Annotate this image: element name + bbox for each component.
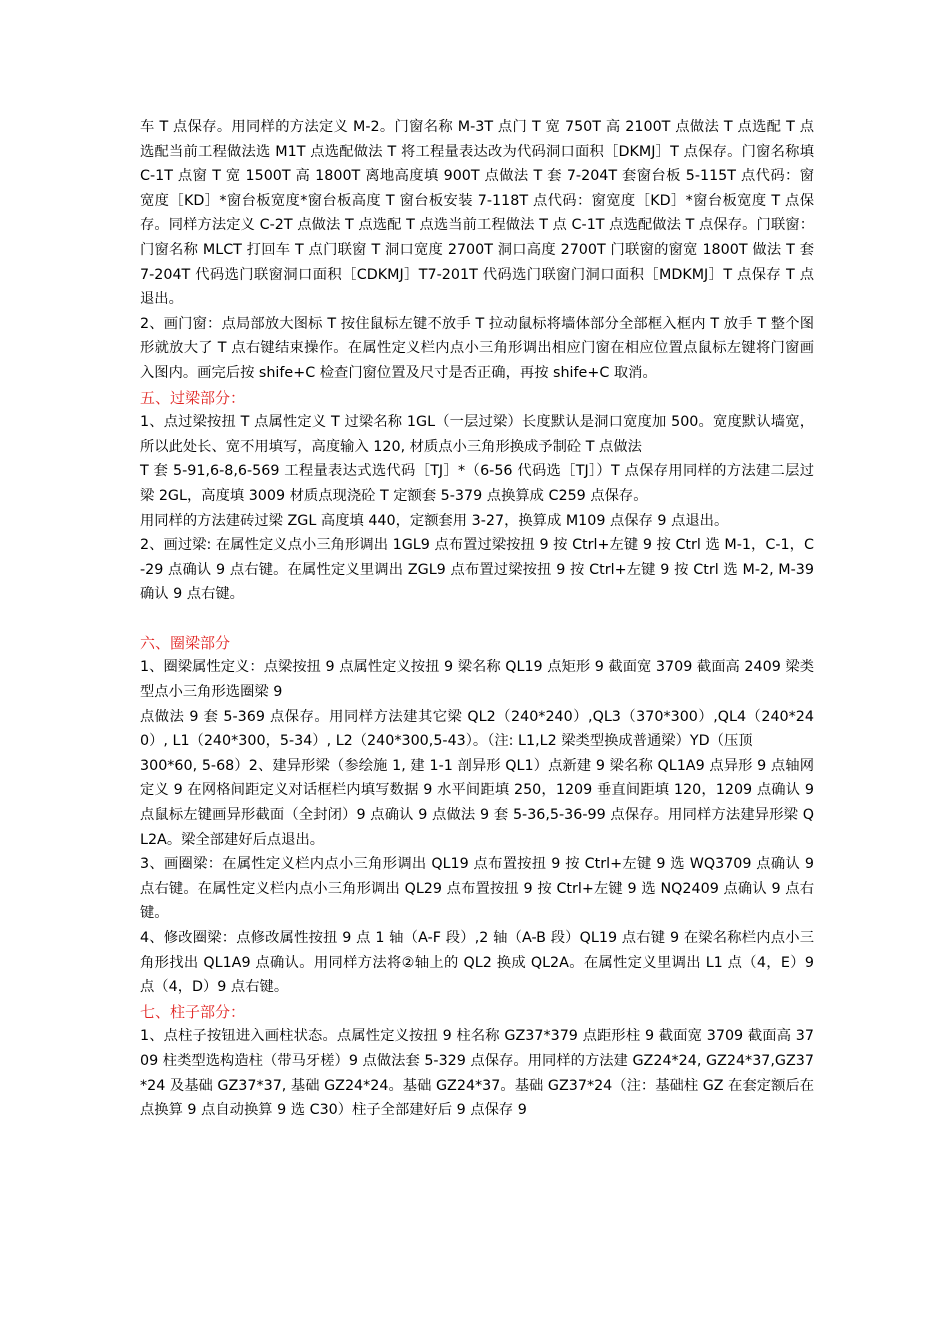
section-heading-column: 七、柱子部分：: [140, 1002, 246, 1021]
paragraph-modify-ring-beam: 4、修改圈梁：点修改属性按扭 9 点 1 轴（A-F 段）,2 轴（A-B 段）QL19 点右键 9 在梁名称栏内点小三角形找出 QL1A9 点确认。用同样方法将②轴上的 QL2 换成 QL2A。在属性定义里调出 L1 点（4，E）9 点（4，D）9 点右键。: [140, 930, 814, 996]
section-heading-lintel: 五、过梁部分：: [140, 388, 246, 407]
paragraph-draw-lintel: 2、画过梁: 在属性定义点小三角形调出 1GL9 点布置过梁按扭 9 按 Ctrl+左键 9 按 Ctrl 选 M-1，C-1，C-29 点确认 9 点右键。在属性定义里调出 ZGL9 点布置过梁按扭 9 按 Ctrl+左键 9 按 Ctrl 选 M-2, M-39 确认 9 点右键。: [140, 537, 814, 603]
paragraph-column-definition: 1、点柱子按钮进入画柱状态。点属性定义按扭 9 柱名称 GZ37*379 点距形柱 9 截面宽 3709 截面高 3709 柱类型选构造柱（带马牙槎）9 点做法套 5-329 点保存。用同样的方法建 GZ24*24, GZ24*37,GZ37*24 及基础 GZ37*37, 基础 GZ24*24。基础 GZ24*37。基础 GZ37*24（注：基础柱 GZ 在套定额后在点换算 9 点自动换算 9 选 C30）柱子全部建好后 9 点保存 9: [140, 1028, 814, 1119]
paragraph-draw-windows: 2、画门窗：点局部放大图标 T 按住鼠标左键不放手 T 拉动鼠标将墙体部分全部框入框内 T 放手 T 整个图形就放大了 T 点右键结束操作。在属性定义栏内点小三角形调出相应门窗在相应位置点鼠标左键将门窗画入图内。画完后按 shife+C 检查门窗位置及尺寸是否正确，再按 shife+C 取消。: [140, 315, 814, 381]
blank-line: [140, 607, 814, 631]
paragraph-ring-beam-definition: 1、圈梁属性定义：点梁按扭 9 点属性定义按扭 9 梁名称 QL19 点矩形 9 截面宽 3709 截面高 2409 梁类型点小三角形选圈梁 9: [140, 659, 814, 701]
paragraph-brick-lintel: 用同样的方法建砖过梁 ZGL 高度填 440，定额套用 3-27，换算成 M109 点保存 9 点退出。: [140, 512, 729, 529]
paragraph-other-beams: 点做法 9 套 5-369 点保存。用同样方法建其它梁 QL2（240*240）,QL3（370*300）,QL4（240*240）, L1（240*300，5-34）, L2（240*300,5-43）。（注: L1,L2 梁类型换成普通梁）YD（压顶: [140, 708, 814, 750]
paragraph-lintel-method: T 套 5-91,6-8,6-569 工程量表达式选代码［TJ］*（6-56 代码选［TJ］）T 点保存用同样的方法建二层过梁 2GL，高度填 3009 材质点现浇砼 T 定额套 5-379 点换算成 C259 点保存。: [140, 463, 814, 504]
paragraph-lintel-definition: 1、点过梁按扭 T 点属性定义 T 过梁名称 1GL（一层过梁）长度默认是洞口宽度加 500。宽度默认墙宽，所以此处长、宽不用填写，高度输入 120, 材质点小三角形换成予制砼 T 点做法: [140, 414, 814, 455]
paragraph-draw-ring-beam: 3、画圈梁：在属性定义栏内点小三角形调出 QL19 点布置按扭 9 按 Ctrl+左键 9 选 WQ3709 点确认 9 点右键。在属性定义栏内点小三角形调出 QL29 点布置按扭 9 按 Ctrl+左键 9 选 NQ2409 点确认 9 点右键。: [140, 856, 814, 922]
paragraph-special-beam: 300*60, 5-68）2、建异形梁（参绘施 1, 建 1-1 剖异形 QL1）点新建 9 梁名称 QL1A9 点异形 9 点轴网定义 9 在网格间距定义对话框栏内填写数据 9 水平间距填 250，1209 垂直间距填 120，1209 点确认 9 点鼠标左键画异形截面（全封闭）9 点确认 9 点做法 9 套 5-36,5-36-99 点保存。用同样方法建异形梁 QL2A。梁全部建好后点退出。: [140, 757, 814, 848]
section-heading-ring-beam: 六、圈梁部分: [140, 633, 231, 652]
paragraph-window-definition: 车 T 点保存。用同样的方法定义 M-2。门窗名称 M-3T 点门 T 宽 750T 高 2100T 点做法 T 点选配 T 点选配当前工程做法选 M1T 点选配做法 T 将工程量表达改为代码洞口面积［DKMJ］T 点保存。门窗名称填 C-1T 点窗 T 宽 1500T 高 1800T 离地高度填 900T 点做法 T 套 7-204T 套窗台板 5-115T 点代码：窗宽度［KD］*窗台板宽度*窗台板高度 T 窗台板安装 7-118T 点代码：窗宽度［KD］*窗台板宽度 T 点保存。同样方法定义 C-2T 点做法 T 点选配 T 点选当前工程做法 T 点 C-1T 点选配做法 T 点保存。门联窗：门窗名称 MLCT 打回车 T 点门联窗 T 洞口宽度 2700T 洞口高度 2700T 门联窗的窗宽 1800T 做法 T 套 7-204T 代码选门联窗洞口面积［CDKMJ］T7-201T 代码选门联窗门洞口面积［MDKMJ］T 点保存 T 点退出。: [140, 119, 814, 308]
